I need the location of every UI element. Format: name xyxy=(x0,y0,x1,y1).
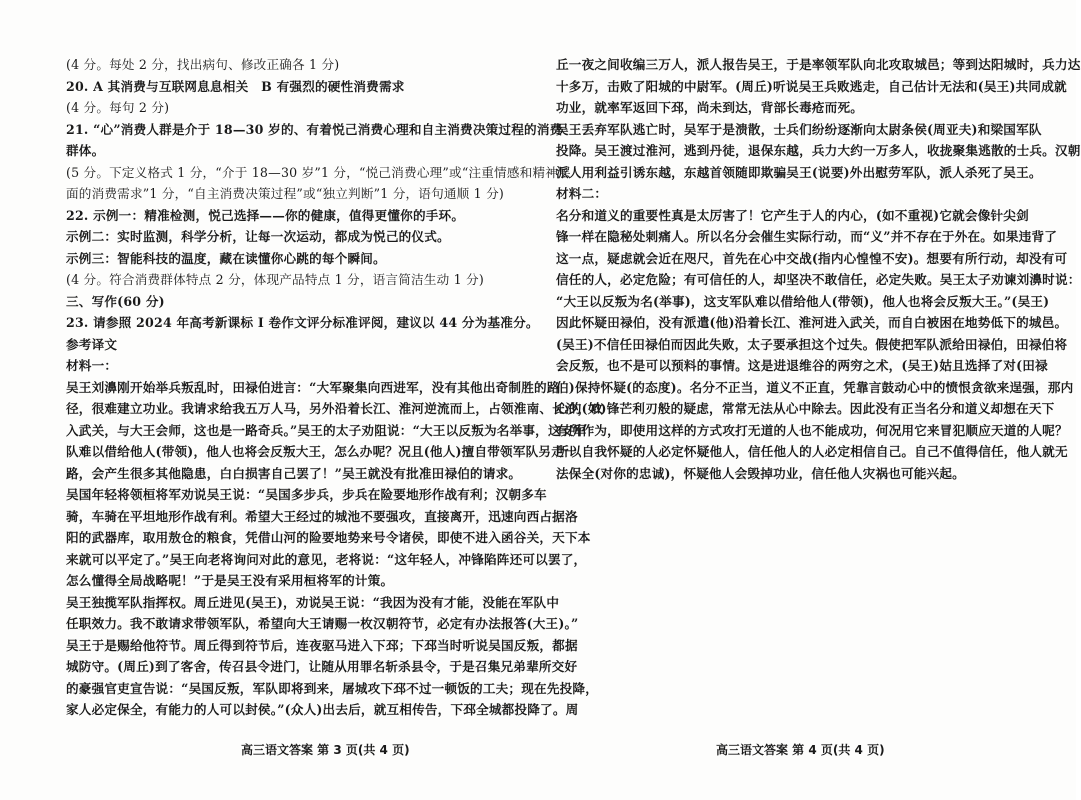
text-line: (5 分。下定义格式 1 分，“介于 18—30 岁”1 分，“悦己消费心理”或“注重情感和精神层 xyxy=(66,164,571,180)
text-line: 因此怀疑田禄伯，没有派遣(他)沿着长江、淮河进入武关，而自白被困在地势低下的城邑。 xyxy=(556,315,1068,330)
text-line: 丘一夜之间收编三万人，派人报告吴王，于是率领军队向北攻取城邑；等到达阳城时，兵力达 xyxy=(556,57,1081,72)
text-line: 队难以借给他人(带领)，他人也将会反叛大王，怎么办呢？况且(他人)擅自带领军队另走一 xyxy=(66,444,577,459)
text-line: 路，会产生很多其他隐患，白白损害自己罢了！”吴王就没有批准田禄伯的请求。 xyxy=(66,465,522,481)
text-line: (4 分。每句 2 分) xyxy=(66,100,170,115)
answer-item-21: 21. “心”消费人群是介于 18—30 岁的、有着悦己消费心理和自主消费决策过程的消费 xyxy=(66,121,563,137)
material-one-heading: 材料一： xyxy=(66,358,118,373)
section-writing-heading: 三、写作(60 分) xyxy=(66,293,165,309)
material-two-heading: 材料二： xyxy=(556,186,608,201)
text-line: 的豪强官吏宣告说：“吴国反叛，军队即将到来，屠城攻下邳不过一顿饭的工夫；现在先投降， xyxy=(66,680,598,696)
page-footer-4: 高三语文答案 第 4 页(共 4 页) xyxy=(716,743,885,757)
text-line: (4 分。符合消费群体特点 2 分，体现产品特点 1 分，语言简洁生动 1 分) xyxy=(66,272,484,287)
text-line: 面的消费需求”1 分，“自主消费决策过程”或“独立判断”1 分，语句通顺 1 分) xyxy=(66,186,504,201)
text-line: “大王以反叛为名(举事)，这支军队难以借给他人(带领)，他人也将会反叛大王。”(吴王) xyxy=(556,293,1050,309)
text-line: 家人必定保全，有能力的人可以封侯。”(众人)出去后，就互相传告，下邳全城都投降了。周 xyxy=(66,702,579,717)
text-line: 派人用利益引诱东越，东越首领随即欺骗吴王(说要)外出慰劳军队，派人杀死了吴王。 xyxy=(556,164,1042,180)
answer-page-4 xyxy=(556,54,1081,484)
text-line: 有所作为，即使用这样的方式攻打无道的人也不能成功，何况用它来冒犯顺应天道的人呢？ xyxy=(556,422,1068,438)
text-line: 锋一样在隐秘处刺痛人。所以名分会催生实际行动，而“义”并不存在于外在。如果违背了 xyxy=(556,229,1058,244)
answer-item-20: 20. A 其消费与互联网息息相关 B 有强烈的硬性消费需求 xyxy=(66,78,405,94)
text-line: 吴王刘濞刚开始举兵叛乱时，田禄伯进言：“大军聚集向西进军，没有其他出奇制胜的路 xyxy=(66,379,560,395)
text-line: 任职效力。我不敢请求带领军队，希望向大王请赐一枚汉朝符节，必定有办法报答(大王)。” xyxy=(66,616,579,631)
text-line: 法保全(对你的忠诚)，怀疑他人会毁掉功业，信任他人灾祸也可能兴起。 xyxy=(556,465,965,481)
text-line: 信任的人，必定危险；有可信任的人，却坚决不敢信任，必定失败。吴王太子劝谏刘濞时说： xyxy=(556,272,1081,287)
text-line: 这一点，疑虑就会近在咫尺，首先在心中交战(指内心惶惶不安)。想要有所行动，却没有可 xyxy=(556,250,1068,266)
text-line: 群体。 xyxy=(66,143,105,158)
text-line: 城防守。(周丘)到了客舍，传召县令进门，让随从用罪名斩杀县令，于是召集兄弟辈所交好 xyxy=(66,659,578,674)
text-line: 吴国年轻将领桓将军劝说吴王说：“吴国多步兵，步兵在险要地形作战有利；汉朝多车 xyxy=(66,487,547,502)
text-line: 吴王独揽军队指挥权。周丘进见(吴王)，劝说吴王说：“我因为没有才能，没能在军队中 xyxy=(66,594,560,610)
text-line: 投降。吴王渡过淮河，逃到丹徒，退保东越，兵力大约一万多人，收拢聚集逃散的士兵。汉朝 xyxy=(556,143,1081,158)
text-line: 心的(如)锋芒利刃般的疑虑，常常无法从心中除去。因此没有正当名分和道义却想在天下 xyxy=(556,401,1055,416)
text-line: 功业，就率军返回下邳，尚未到达，背部长毒疮而死。 xyxy=(556,100,864,115)
text-line: 来就可以平定了。”吴王向老将询问对此的意见，老将说：“这年轻人，冲锋陷阵还可以罢了， xyxy=(66,551,587,567)
text-line: 吴王丢弃军队逃亡时，吴军于是溃散，士兵们纷纷逐渐向太尉条侯(周亚夫)和梁国军队 xyxy=(556,121,1042,137)
example-three: 示例三：智能科技的温度，藏在读懂你心跳的每个瞬间。 xyxy=(66,250,386,266)
text-line: 怎么懂得全局战略呢！”于是吴王没有采用桓将军的计策。 xyxy=(66,573,394,588)
example-two: 示例二：实时监测，科学分析，让每一次运动，都成为悦己的仪式。 xyxy=(66,229,450,244)
page-footer-3: 高三语文答案 第 3 页(共 4 页) xyxy=(241,743,410,757)
text-line: 名分和道义的重要性真是太厉害了！它产生于人的内心，(如不重视)它就会像针尖剑 xyxy=(556,207,1029,223)
text-line: 会反叛，也不是可以预料的事情。这是进退维谷的两穷之术，(吴王)姑且选择了对(田禄 xyxy=(556,358,1048,373)
text-line: (吴王)不信任田禄伯而因此失败，太子要承担这个过失。假使把军队派给田禄伯，田禄伯将 xyxy=(556,336,1068,352)
answer-item-22: 22. 示例一：精准检测，悦己选择——你的健康，值得更懂你的手环。 xyxy=(66,207,465,223)
text-line: (4 分。每处 2 分，找出病句、修改正确各 1 分) xyxy=(66,57,340,72)
text-line: 径，很难建立功业。我请求给我五万人马，另外沿着长江、淮河逆流而上，占领淮南、长沙，攻 xyxy=(66,401,604,416)
text-line: 阳的武器库，取用敖仓的粮食，凭借山河的险要地势来号令诸侯，即使不进入函谷关，天下本 xyxy=(66,530,591,545)
text-line: 骑，车骑在平坦地形作战有利。希望大王经过的城池不要强攻，直接离开，迅速向西占据洛 xyxy=(66,508,578,524)
text-line: 十多万，击败了阳城的中尉军。(周丘)听说吴王兵败逃走，自己估计无法和(吴王)共同成就 xyxy=(556,78,1067,94)
text-line: 所以自我怀疑的人必定怀疑他人，信任他人的人必定相信自己。自己不值得信任，他人就无 xyxy=(556,444,1068,459)
text-line: 入武关，与大王会师，这也是一路奇兵。”吴王的太子劝阻说：“大王以反叛为名举事，这支军 xyxy=(66,422,587,438)
answer-item-23: 23. 请参照 2024 年高考新课标 Ⅰ 卷作文评分标准评阅，建议以 44 分为基准分。 xyxy=(66,315,539,330)
text-line: 伯)保持怀疑(的态度)。名分不正当，道义不正直，凭靠言鼓动心中的愤恨贪欲来逞强，那内 xyxy=(556,379,1074,395)
reference-translation-heading: 参考译文 xyxy=(66,336,118,352)
text-line: 吴王于是赐给他符节。周丘得到符节后，连夜驱马进入下邳；下邳当时听说吴国反叛，都据 xyxy=(66,637,578,653)
